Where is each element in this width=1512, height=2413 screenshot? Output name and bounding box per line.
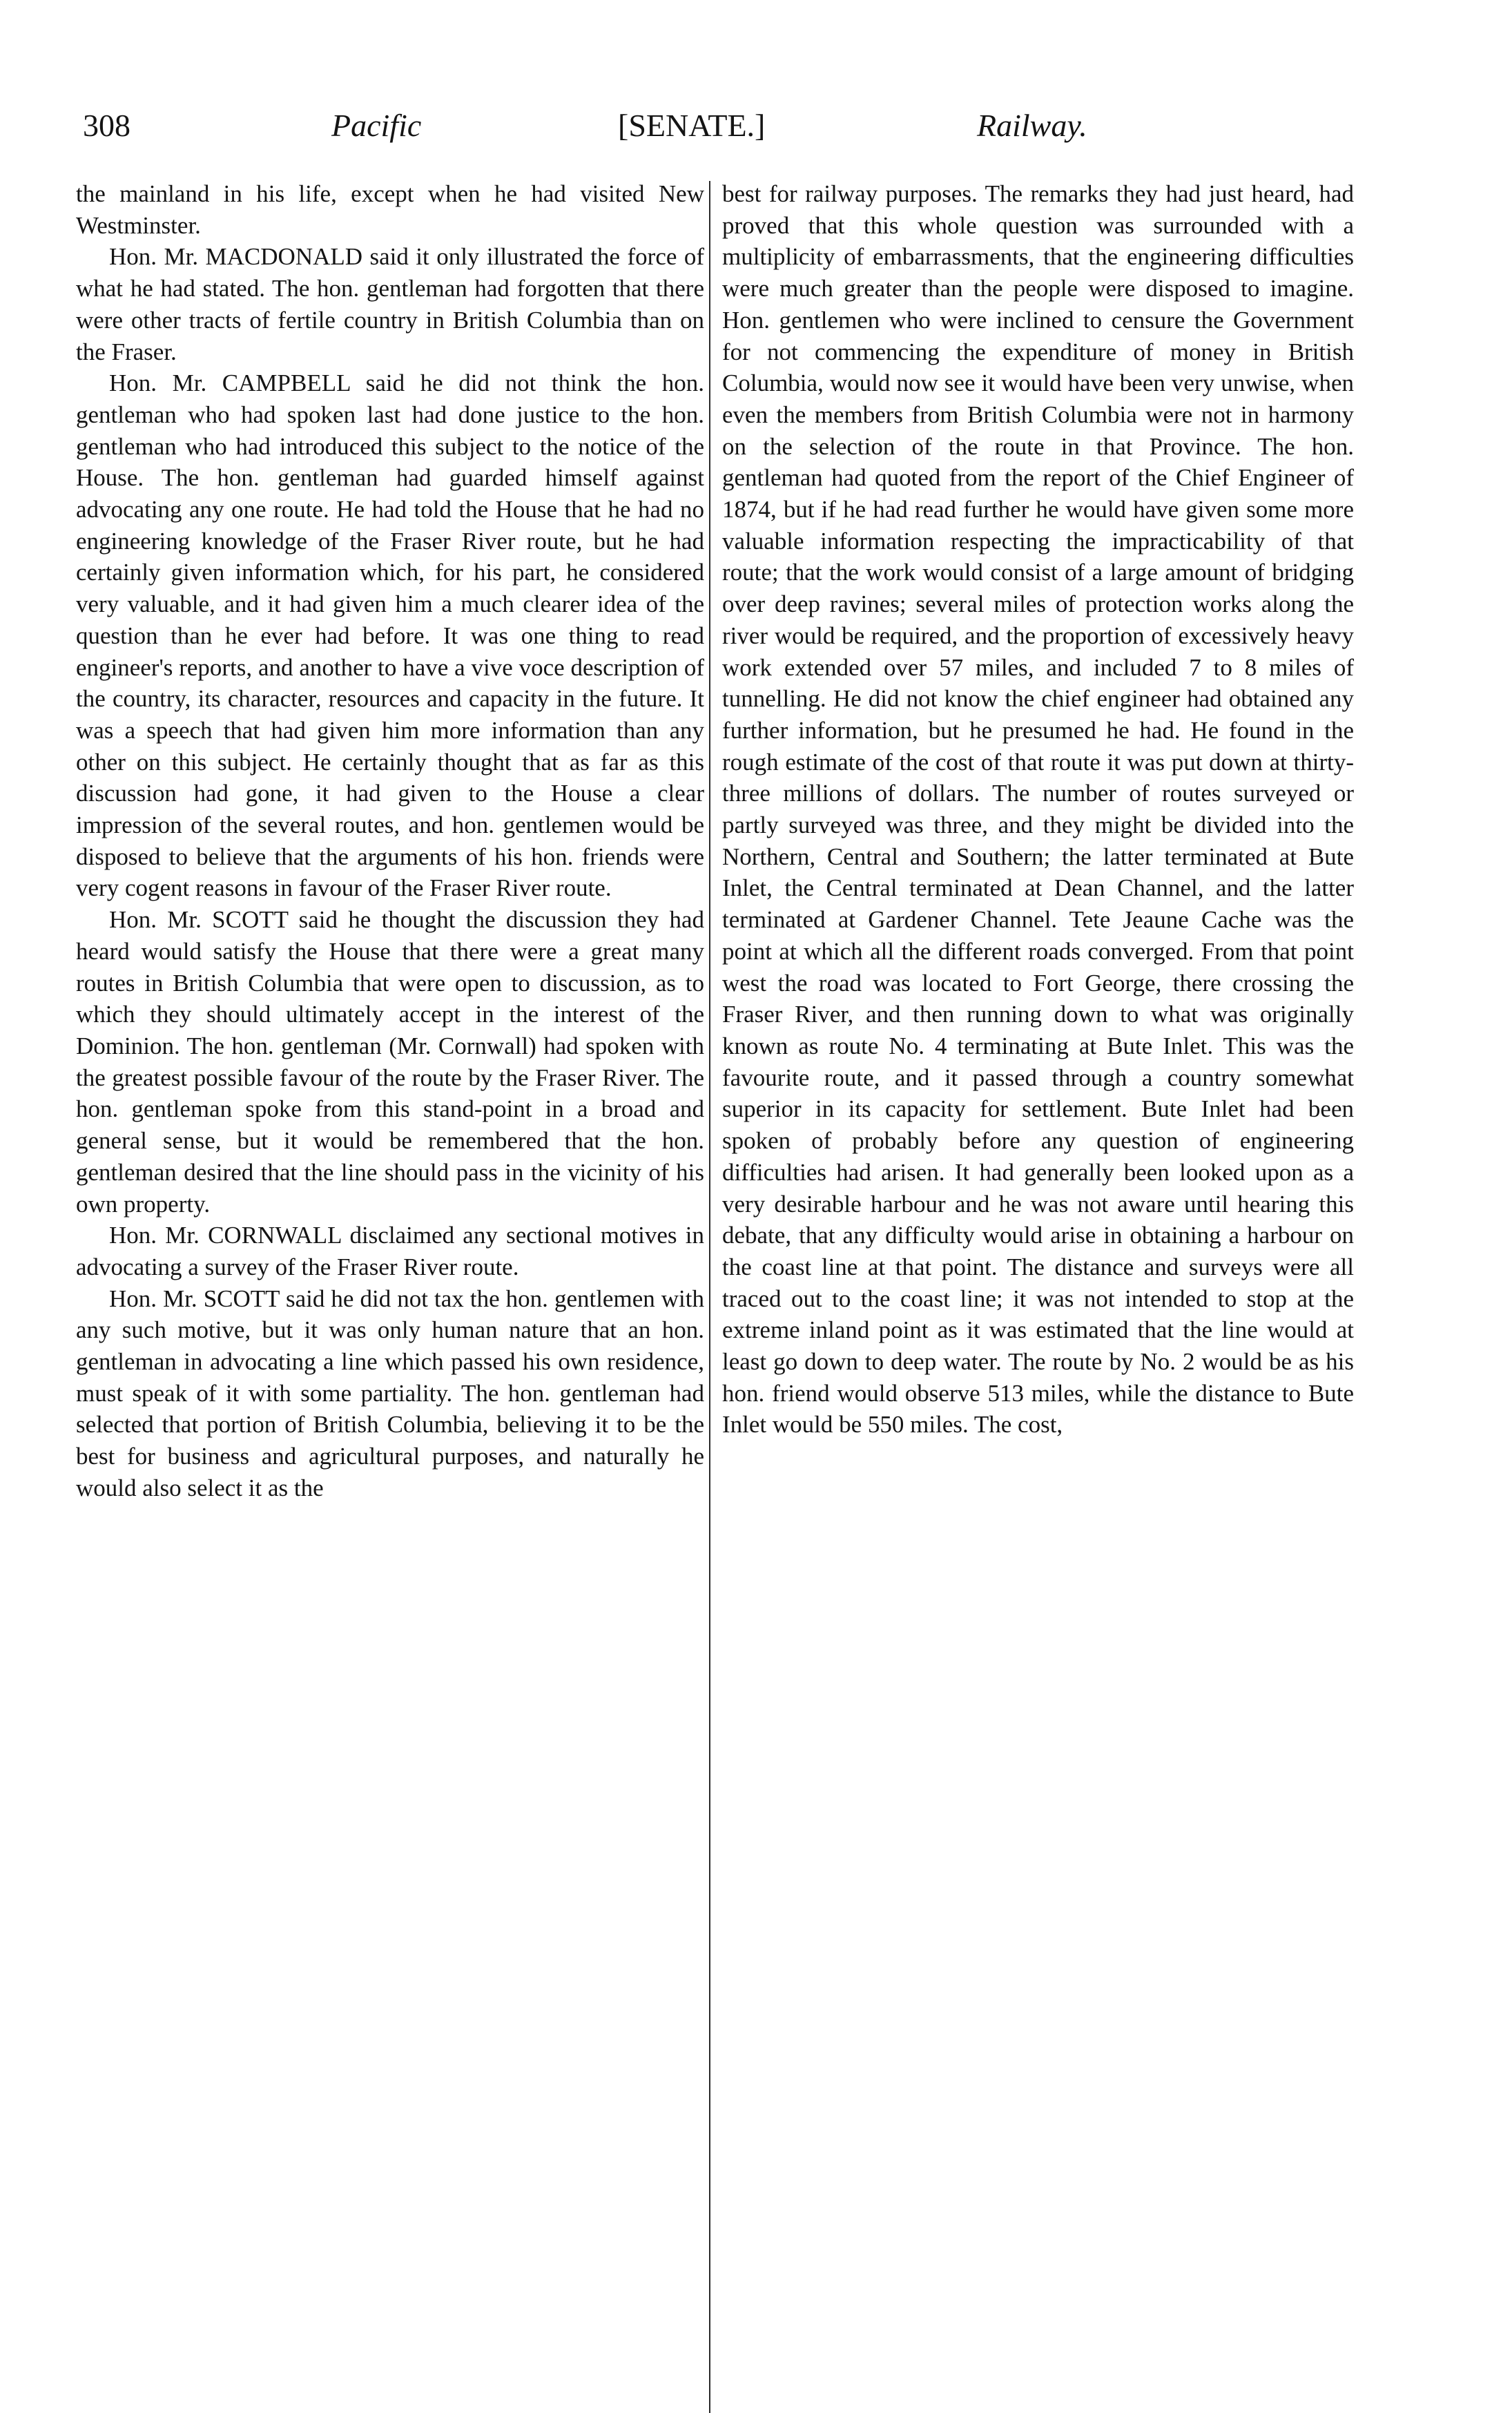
header-left-title: Pacific [331,108,422,143]
column-divider [709,181,710,2413]
paragraph: the mainland in his life, except when he had visited New Westminster. [76,180,704,239]
header-right-title: Railway. [977,108,1087,143]
paragraph: best for railway purposes. The remarks they had just heard, had proved that this whole question was surrounded with a multiplicity of embarrassments, that the engineering difficulties were much greater than the people were disposed to imagine. Hon. gentlemen who were inclined to censure the Government for not commencing the expenditure of money in British Columbia, would now see it would have been very unwise, when even the members from British Columbia were not in harmony on the selection of the route in that Province. The hon. gentleman had quoted from the report of the Chief Engineer of 1874, but if he had read further he would have given some more valuable information respecting the impracticability of that route; that the work would consist of a large amount of bridging over deep ravines; several miles of protection works along the river would be required, and the proportion of excessively heavy work extended over 57 miles, and included 7 to 8 miles of tunnelling. He did not know the chief engineer had obtained any further information, but he presumed he had. He found in the rough estimate of the cost of that route it was put down at thirty-three millions of dollars. The number of routes surveyed or partly surveyed was three, and they might be divided into the Northern, Central and Southern; the latter terminated at Bute Inlet, the Central terminated at Dean Channel, and the latter terminated at Gardener Channel. Tete Jeaune Cache was the point at which all the different roads converged. From that point west the road was located to Fort George, there crossing the Fraser River, and then running down to what was originally known as route No. 4 terminating at Bute Inlet. This was the favourite route, and it passed through a country somewhat superior in its capacity for settlement. Bute Inlet had been spoken of probably before any question of engineering difficulties had arisen. It had generally been looked upon as a very desirable harbour and he was not aware until hearing this debate, that any difficulty would arise in obtaining a harbour on the coast line at that point. The distance and surveys were all traced out to the coast line; it was not intended to stop at the extreme inland point as it was estimated that the line would at least go down to deep water. The route by No. 2 would be as his hon. friend would observe 513 miles, while the distance to Bute Inlet would be 550 miles. The cost, [722,180,1354,1439]
left-column [76,178,704,1504]
running-header [83,107,1132,169]
paragraph: Hon. Mr. SCOTT said he did not tax the hon. gentlemen with any such motive, but it was only human nature that an hon. gentleman in advocating a line which passed his own residence, must speak of it with some partiality. The hon. gentleman had selected that portion of British Columbia, believing it to be the best for business and agricultural purposes, and naturally he would also select it as the [76,1285,704,1501]
right-column [722,178,1354,1441]
header-center-title: [SENATE.] [618,108,766,143]
page-number: 308 [83,108,130,143]
paragraph: Hon. Mr. SCOTT said he thought the discussion they had heard would satisfy the House that there were a great many routes in British Columbia that were open to discussion, as to which they should ultimately accept in the interest of the Dominion. The hon. gentleman (Mr. Cornwall) had spoken with the greatest possible favour of the route by the Fraser River. The hon. gentleman spoke from this stand-point in a broad and general sense, but it would be remembered that the hon. gentleman desired that the line should pass in the vicinity of his own property. [76,906,704,1218]
paragraph: Hon. Mr. CAMPBELL said he did not think the hon. gentleman who had spoken last had done justice to the hon. gentleman who had introduced this subject to the notice of the House. The hon. gentleman had guarded himself against advocating any one route. He had told the House that he had no engineering knowledge of the Fraser River route, but he had certainly given information which, for his part, he considered very valuable, and it had given him a much clearer idea of the question than he ever had before. It was one thing to read engineer's reports, and another to have a vive voce description of the country, its character, resources and capacity in the future. It was a speech that had given him more information than any other on this subject. He certainly thought that as far as this discussion had gone, it had given to the House a clear impression of the several routes, and hon. gentlemen would be disposed to believe that the arguments of his hon. friends were very cogent reasons in favour of the Fraser River route. [76,369,704,902]
paragraph: Hon. Mr. CORNWALL disclaimed any sectional motives in advocating a survey of the Fraser River route. [76,1222,704,1280]
paragraph: Hon. Mr. MACDONALD said it only illustrated the force of what he had stated. The hon. gentleman had forgotten that there were other tracts of fertile country in British Columbia than on the Fraser. [76,243,704,365]
